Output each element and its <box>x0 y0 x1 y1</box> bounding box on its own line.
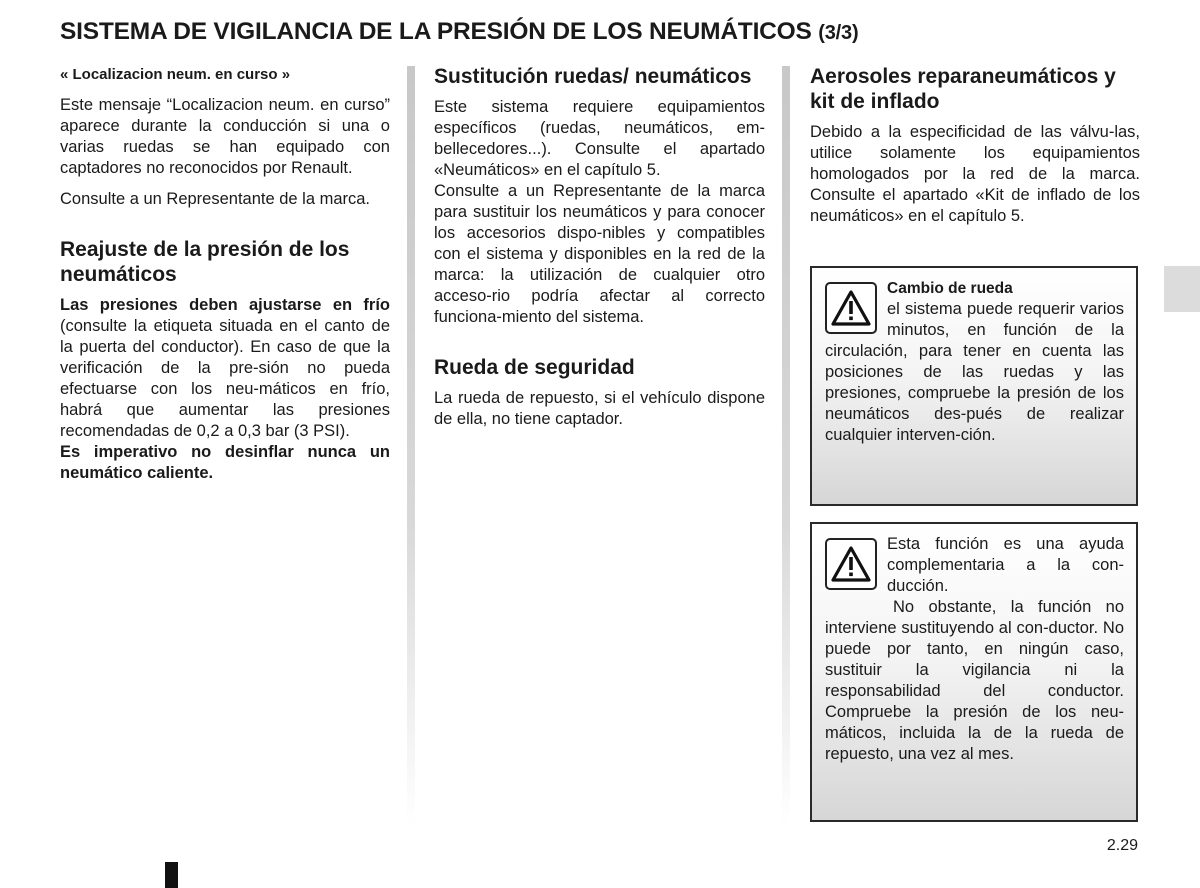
heading-spare-wheel: Rueda de seguridad <box>434 356 635 379</box>
subheading-location: « Localizacion neum. en curso » <box>60 66 291 83</box>
heading-wheel-replacement: Sustitución ruedas/ neumáticos <box>434 65 752 88</box>
page-title <box>60 18 1160 46</box>
warning-triangle-icon <box>825 538 877 590</box>
warning-wheel-change-head: Cambio de rueda <box>887 280 1013 297</box>
paragraph-location-message: Este mensaje “Localizacion neum. en curso” aparece durante la conducción si una o varias ruedas se han equipado con captadores no reconocidos por Renault. <box>60 96 390 177</box>
warning-box-wheel-change <box>810 266 1138 506</box>
paragraph-valves: Debido a la especificidad de las válvu-las, utilice solamente los equipamientos homologados por la red de la marca. Consulte el apartado «Kit de inflado de los neumáticos» en el capítulo 5. <box>810 123 1140 225</box>
warning-wheel-change-text: el sistema puede requerir varios minutos, en función de la circulación, para tener en cuenta las posiciones de las ruedas y las presiones, compruebe la presión de los neumáticos des-pués de realizar cualquier interven-ción. <box>825 300 1124 444</box>
column-1 <box>60 64 390 494</box>
warning-assist-text-2: No obstante, la función no interviene sustituyendo al con-ductor. No puede por tanto, en ningún caso, sustituir la vigilancia ni la responsabilidad del conductor. Compruebe la presión de los neu-máticos, incluida la de la rueda de repuesto, una vez al mes. <box>825 598 1124 763</box>
warning-assist-text-1: Esta función es una ayuda complementaria a la con-ducción. <box>887 535 1124 595</box>
warning-triangle-icon <box>825 282 877 334</box>
page-number: 2.29 <box>1106 837 1138 854</box>
chapter-tab <box>1164 266 1200 312</box>
column-divider-2 <box>782 66 790 826</box>
paragraph-pressure-adjust <box>60 295 390 442</box>
paragraph-spare-wheel: La rueda de repuesto, si el vehículo dispone de ella, no tiene captador. <box>434 389 765 428</box>
page-title-suffix: (3/3) <box>818 22 859 44</box>
paragraph-accessories: Consulte a un Representante de la marca para sustituir los neumáticos y para conocer los accesorios dispo-nibles y compatibles con el sistema y disponibles en la red de la marca: la utilización de cualquier otro acceso-rio podría afectar al correcto funciona-miento del sistema. <box>434 182 765 326</box>
column-2 <box>434 64 765 440</box>
page-title-text: SISTEMA DE VIGILANCIA DE LA PRESIÓN DE LOS NEUMÁTICOS <box>60 18 812 45</box>
pressure-adjust-bold: Las presiones deben ajustarse en frío <box>60 296 390 314</box>
corner-mark <box>165 862 178 888</box>
heading-pressure-reset: Reajuste de la presión de los neumáticos <box>60 238 350 286</box>
paragraph-specific-equipment: Este sistema requiere equipamientos específicos (ruedas, neumáticos, em-bellecedores...). Consulte el apartado «Neumáticos» en el capítulo 5. <box>434 98 765 179</box>
pressure-adjust-rest: (consulte la etiqueta situada en el canto de la puerta del conductor). En caso de que la verificación de la pre-sión no pueda efectuarse con los neu-máticos en frío, habrá que aumentar las presiones recomendadas de 0,2 a 0,3 bar (3 PSI). <box>60 317 390 440</box>
paragraph-consult-representative: Consulte a un Representante de la marca. <box>60 190 371 208</box>
column-3 <box>810 64 1140 237</box>
paragraph-never-deflate: Es imperativo no desinflar nunca un neumático caliente. <box>60 443 390 482</box>
heading-aerosols-inflation-kit: Aerosoles reparaneumáticos y kit de inflado <box>810 65 1116 113</box>
warning-box-assist-function <box>810 522 1138 822</box>
column-divider-1 <box>407 66 415 826</box>
